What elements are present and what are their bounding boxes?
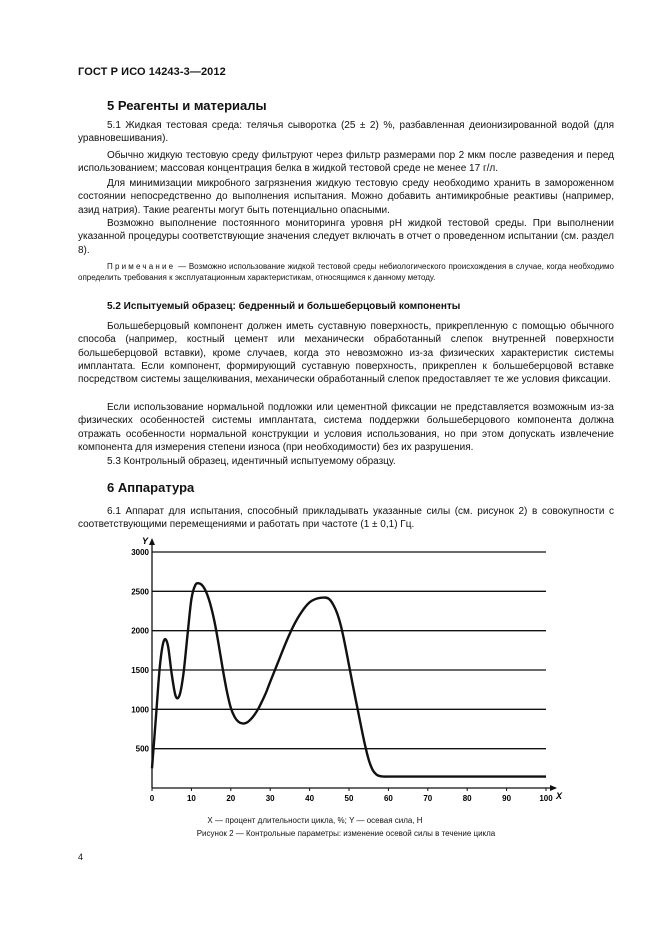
figure-axis-legend: X — процент длительности цикла, %; Y — осевая сила, Н xyxy=(207,816,423,825)
x-tick-label: 10 xyxy=(186,794,196,803)
y-tick-label: 500 xyxy=(135,744,149,754)
x-tick-label: 0 xyxy=(149,794,155,803)
x-axis-label: X xyxy=(556,791,563,801)
figure-caption: Рисунок 2 — Контрольные параметры: изменение осевой силы в течение цикла xyxy=(196,829,496,838)
paragraph-ph: Возможно выполнение постоянного мониторинга уровня pH жидкой тестовой среды. При выполнении указанной процедуры соответствующие значения следует включать в отчет о проведенном испытании (см. раздел 8). xyxy=(78,218,614,256)
note-text: — Возможно использование жидкой тестовой среды небиологического происхождения в случае, когда необходимо определить требования к эксплуатационным характеристикам, относящимся к данному методу. xyxy=(78,262,614,282)
x-tick-label: 30 xyxy=(265,794,275,803)
paragraph-storage: Для минимизации микробного загрязнения жидкую тестовую среду необходимо хранить в замороженном состоянии непосредственно до выполнения испытания. Можно добавить антимикробные реактивы (например, азид натрия). Такие реагенты могут быть потенциально опасными. xyxy=(78,178,614,216)
paragraph-5-3: 5.3 Контрольный образец, идентичный испытуемому образцу. xyxy=(107,456,396,467)
paragraph-6-1: 6.1 Аппарат для испытания, способный прикладывать указанные силы (см. рисунок 2) в совокупности с соответствующими перемещениями и работать при частоте (1 ± 0,1) Гц. xyxy=(78,506,614,531)
x-tick-label: 90 xyxy=(502,794,512,803)
y-tick-label: 2500 xyxy=(131,587,149,597)
chart-series xyxy=(152,583,546,776)
y-tick-label: 1500 xyxy=(131,666,149,675)
document-header: ГОСТ Р ИСО 14243-3—2012 xyxy=(78,66,226,78)
y-axis-label: Y xyxy=(142,536,149,546)
x-tick-label: 80 xyxy=(462,794,472,803)
note-label: Примечание xyxy=(107,262,176,271)
x-tick-label: 70 xyxy=(423,794,433,803)
y-tick-label: 3000 xyxy=(131,548,149,557)
x-tick-label: 40 xyxy=(305,794,315,803)
chart-axes xyxy=(149,538,557,791)
paragraph-fixation: Если использование нормальной подложки или цементной фиксации не представляется возможным из-за физических особенностей системы имплантата, система поддержки большеберцового компонента должна отражать особенности нормальной конструкции и условия использования, но при этом допускать извлечение компонента для измерения степени износа (при необходимости) без их разрушения. xyxy=(78,402,614,453)
subsection-5-2-title: 5.2 Испытуемый образец: бедренный и большеберцовый компоненты xyxy=(107,301,461,312)
y-axis-arrow xyxy=(149,538,155,545)
y-tick-label: 2000 xyxy=(131,626,149,636)
paragraph-5-1: 5.1 Жидкая тестовая среда: телячья сыворотка (25 ± 2) %, разбавленная деионизированной водой (для уравновешивания). xyxy=(78,120,614,145)
paragraph-filter: Обычно жидкую тестовую среду фильтруют через фильтр размерами пор 2 мкм после разведения и перед использованием; массовая концентрация белка в жидкой тестовой среде не менее 17 г/л. xyxy=(78,150,614,175)
x-tick-label: 50 xyxy=(344,794,354,803)
note-paragraph xyxy=(78,261,614,283)
x-tick-label: 20 xyxy=(226,794,236,803)
y-tick-label: 1000 xyxy=(131,705,149,715)
chart-grid xyxy=(152,552,546,749)
page-number: 4 xyxy=(78,852,84,862)
section-5-title: 5 Реагенты и материалы xyxy=(107,98,267,113)
x-tick-label: 100 xyxy=(539,794,553,803)
paragraph-tibial-component: Большеберцовый компонент должен иметь суставную поверхность, прикрепленную с помощью обычного способа (например, костный цемент или механически обработанный слепок внутренней поверхности большеберцовой вставки), кроме случаев, когда это невозможно из-за физических характеристик системы имплантата. Если компонент, формирующий суставную поверхность, прикреплен к большеберцовой вставке посредством системы защелкивания, механически обработанный слепок предоставляет те же условия фиксации. xyxy=(78,321,614,386)
series-line-axial-force xyxy=(152,583,546,776)
axial-force-chart xyxy=(108,536,578,804)
x-tick-label: 60 xyxy=(383,794,393,803)
section-6-title: 6 Аппаратура xyxy=(107,480,195,495)
